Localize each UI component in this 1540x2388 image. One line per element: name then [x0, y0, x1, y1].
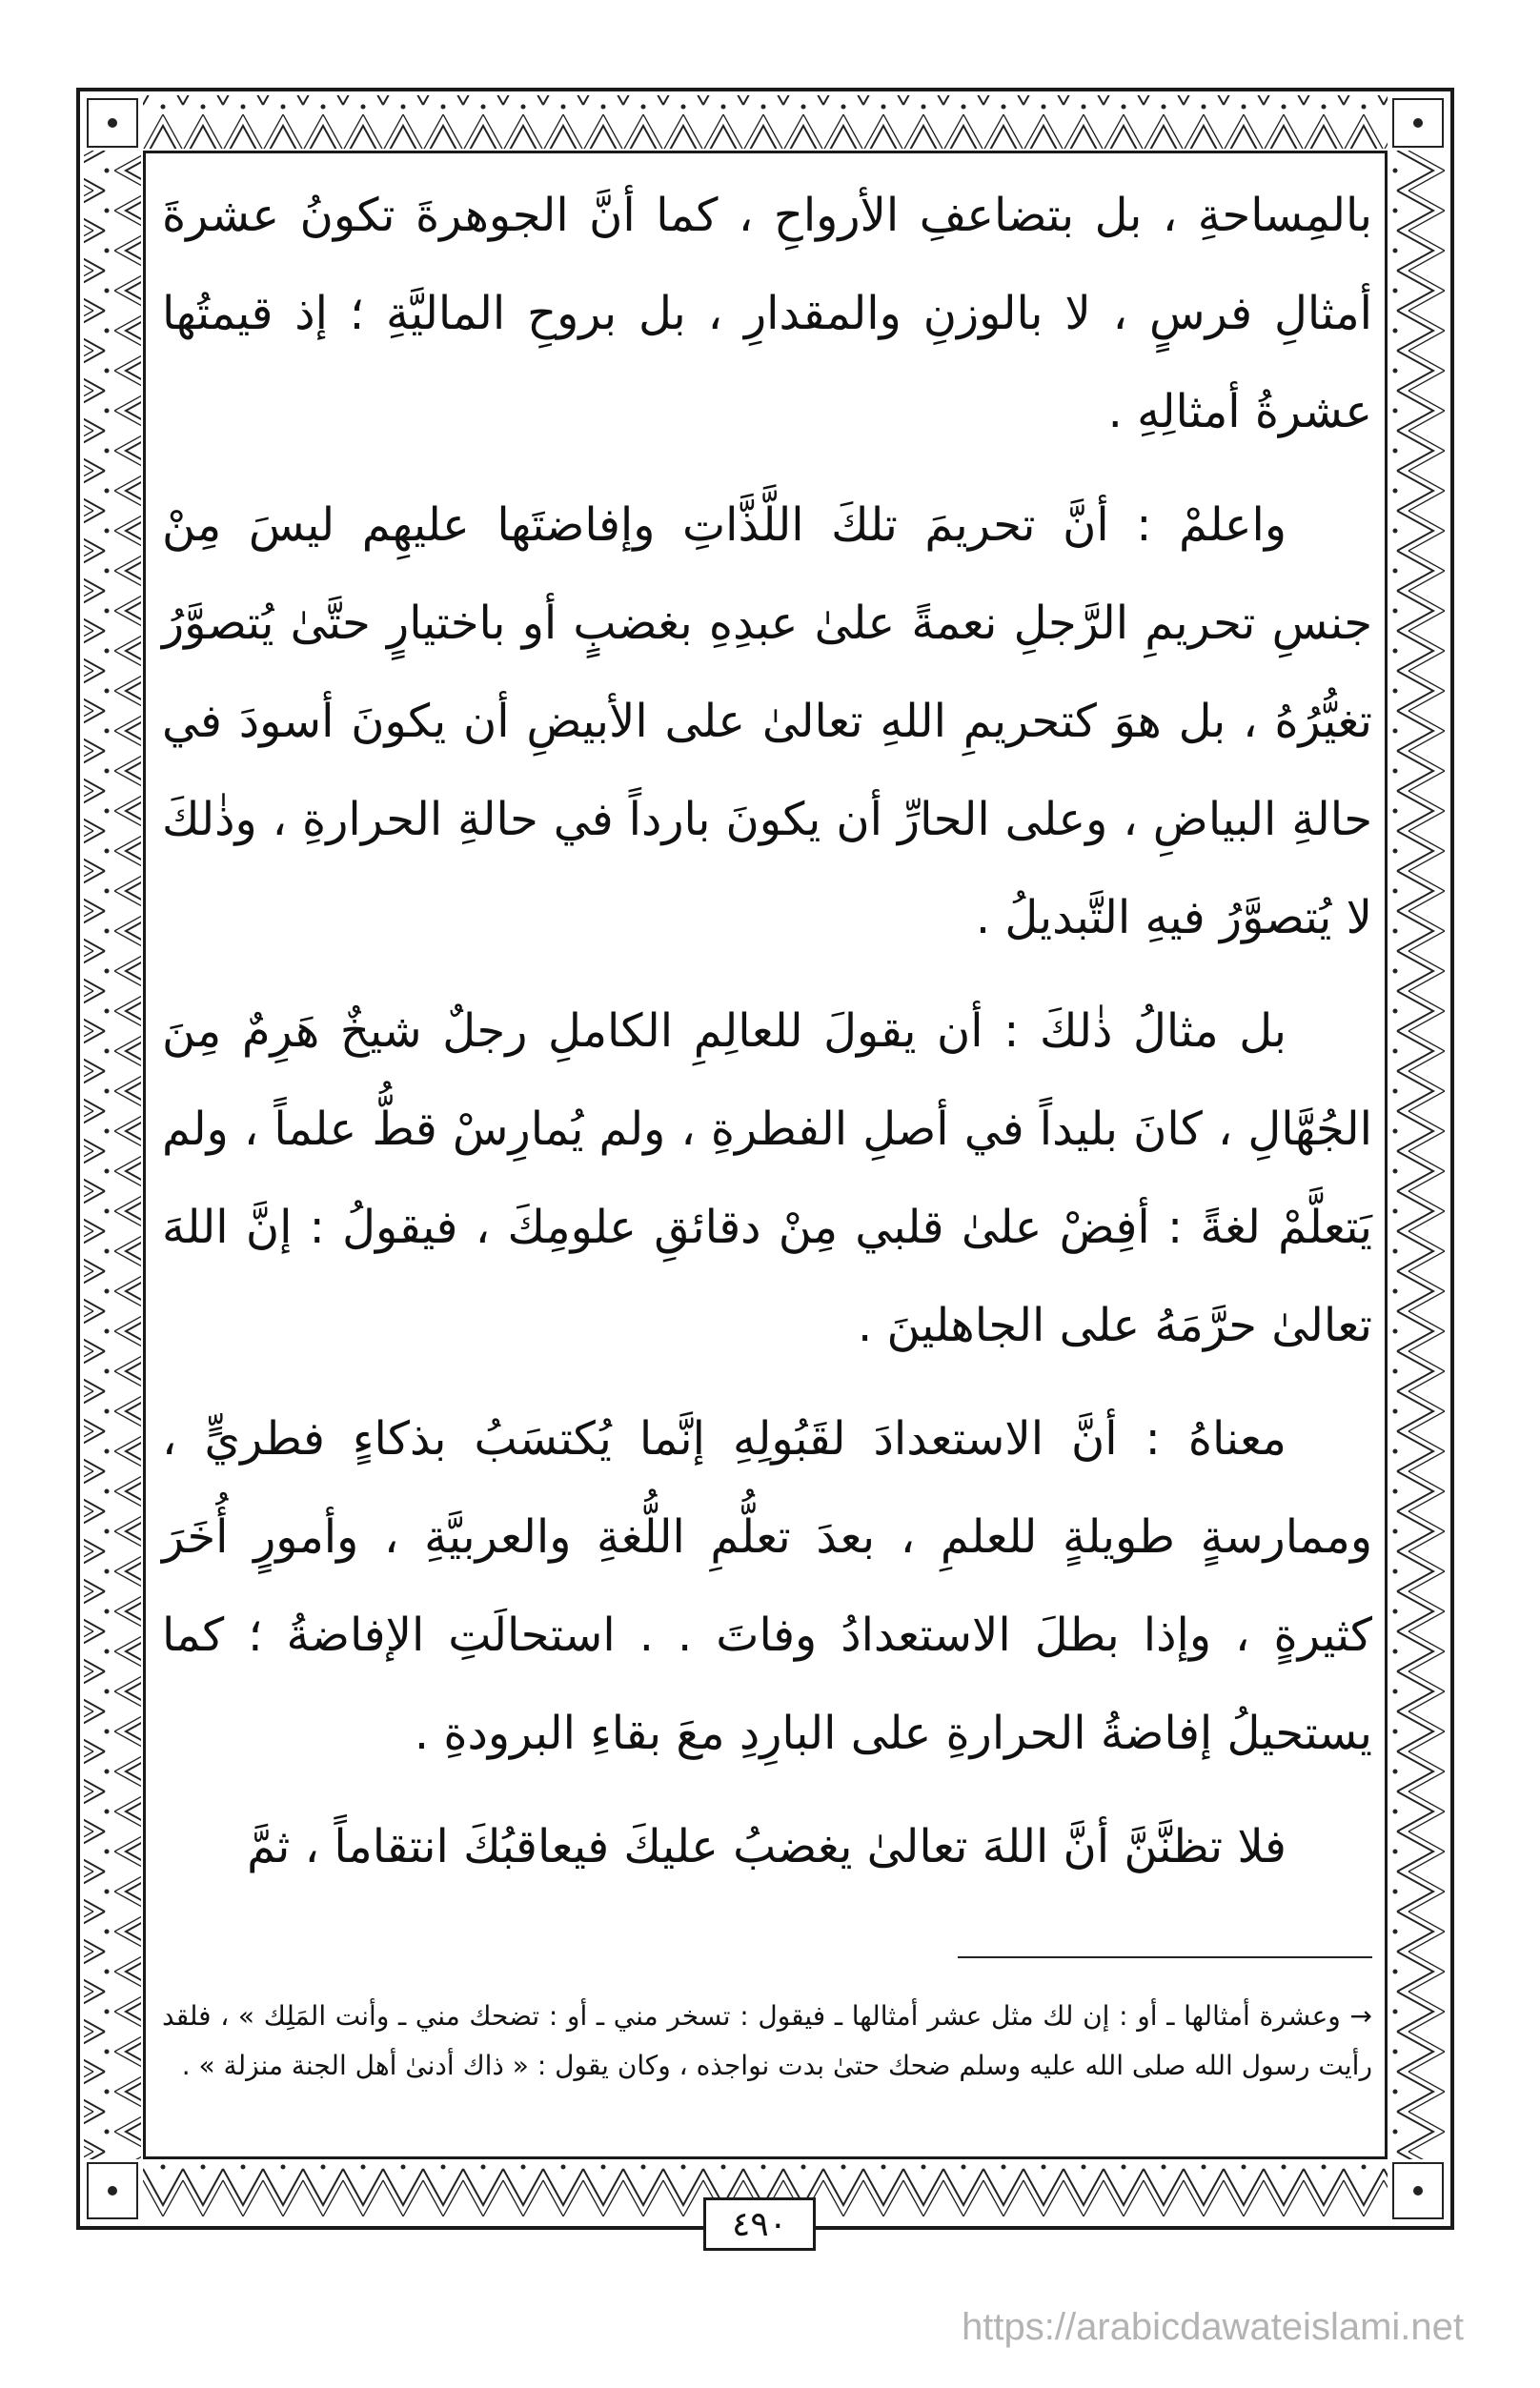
main-text: [162, 167, 1372, 1912]
page-number: [703, 2197, 816, 2251]
paragraph-1: بالمِساحةِ ، بل بتضاعفِ الأرواحِ ، كما أنَّ الجوهرةَ تكونُ عشرةَ أمثالِ فرسٍ ، لا بالوزنِ والمقدارِ ، بل بروحِ الماليَّةِ ؛ إذ قيمتُها عشرةُ أمثالِهِ .: [162, 189, 1372, 438]
paragraph-4: معناهُ : أنَّ الاستعدادَ لقَبُولِهِ إنَّما يُكتسَبُ بذكاءٍ فطريٍّ ، وممارسةٍ طويلةٍ للعلمِ ، بعدَ تعلُّمِ اللُّغةِ والعربيَّةِ ، وأمورٍ أُخَرَ كثيرةٍ ، وإذا بطلَ الاستعدادُ وفاتَ . . استحالَتِ الإفاضةُ ؛ كما يستحيلُ إفاضةُ الحرارةِ على البارِدِ معَ بقاءِ البرودةِ .: [162, 1412, 1372, 1760]
watermark: https://arabicdawateislami.net: [962, 2306, 1464, 2348]
paragraph-3: بل مثالُ ذٰلكَ : أن يقولَ للعالِمِ الكاملِ رجلٌ شيخٌ هَرِمٌ مِنَ الجُهَّالِ ، كانَ بليداً في أصلِ الفطرةِ ، ولم يُمارِسْ قطُّ علماً ، ولم يَتعلَّمْ لغةً : أفِضْ علىٰ قلبي مِنْ دقائقِ علومِكَ ، فيقولُ : إنَّ اللهَ تعالىٰ حرَّمَهُ على الجاهلينَ .: [162, 1004, 1372, 1352]
page-number-label: ٤٩٠: [732, 2204, 788, 2244]
footnote: [162, 1992, 1372, 2091]
continuation-arrow-icon: →: [1349, 2000, 1372, 2032]
paragraph-2: واعلمْ : أنَّ تحريمَ تلكَ اللَّذَّاتِ وإفاضتَها عليهِم ليسَ مِنْ جنسِ تحريمِ الرَّجلِ نعمةً علىٰ عبدِهِ بغضبٍ أو باختيارٍ حتَّىٰ يُتصوَّرُ تغيُّرُهُ ، بل هوَ كتحريمِ اللهِ تعالىٰ على الأبيضِ أن يكونَ أسودَ في حالةِ البياضِ ، وعلى الحارِّ أن يكونَ بارداً في حالةِ الحرارةِ ، وذٰلكَ لا يُتصوَّرُ فيهِ التَّبديلُ .: [162, 498, 1372, 944]
footnote-text: وعشرة أمثالها ـ أو : إن لك مثل عشر أمثالها ـ فيقول : تسخر مني ـ أو : تضحك مني ـ وأنت المَلِك » ، فلقد رأيت رسول الله صلى الله عليه وسلم ضحك حتىٰ بدت نواجذه ، وكان يقول : « ذاك أدنىٰ أهل الجنة منزلة » .: [162, 2000, 1372, 2081]
footnote-separator: [958, 1956, 1372, 1958]
paragraph-5: فلا تظنَّنَّ أنَّ اللهَ تعالىٰ يغضبُ عليكَ فيعاقبُكَ انتقاماً ، ثمَّ: [247, 1820, 1287, 1873]
